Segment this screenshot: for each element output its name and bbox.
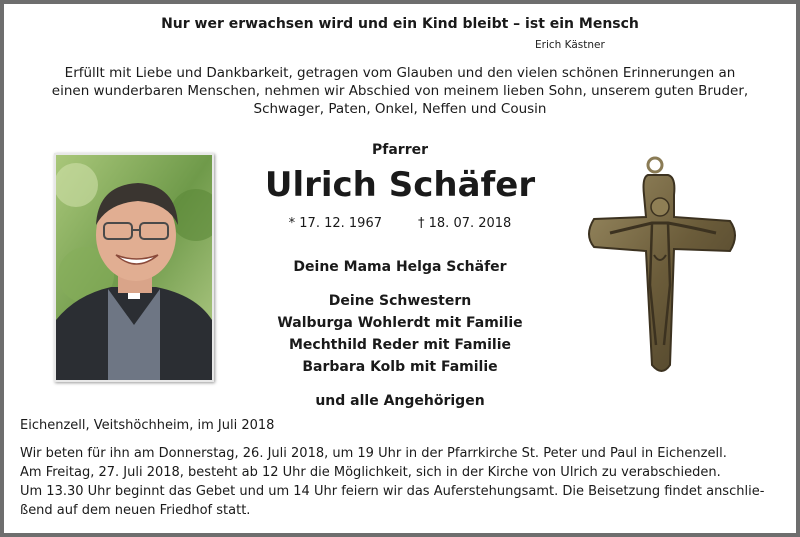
service-line: Um 13.30 Uhr beginnt das Gebet und um 14 Uhr feiern wir das Auferstehungsamt. Die Beisetzung findet anschlie- [20, 484, 765, 499]
intro-line: Erfüllt mit Liebe und Dankbarkeit, getragen vom Glauben und den vielen schönen Erinnerungen an [64, 65, 736, 81]
intro-line: Schwager, Paten, Onkel, Neffen und Cousin [253, 101, 547, 117]
service-line: ßend auf dem neuen Friedhof statt. [20, 503, 251, 518]
service-info [20, 444, 780, 520]
death-date: † 18. 07. 2018 [418, 216, 512, 231]
intro-line: einen wunderbaren Menschen, nehmen wir Abschied von meinem lieben Sohn, unserem guten Bruder, [51, 83, 749, 99]
place-date: Eichenzell, Veitshöchheim, im Juli 2018 [20, 418, 275, 433]
mourner-sister: Barbara Kolb mit Familie [302, 359, 498, 375]
service-line: Am Freitag, 27. Juli 2018, besteht ab 12 Uhr die Möglichkeit, sich in der Kirche von Ulrich zu verabschieden. [20, 465, 721, 480]
deceased-name: Ulrich Schäfer [264, 165, 536, 205]
mourner-sisters-heading: Deine Schwestern [328, 293, 472, 309]
service-line: Wir beten für ihn am Donnerstag, 26. Juli 2018, um 19 Uhr in der Pfarrkirche St. Peter und Paul in Eichenzell. [20, 446, 727, 461]
mourner-others: und alle Angehörigen [315, 393, 485, 409]
mourner-sister: Walburga Wohlerdt mit Familie [277, 315, 523, 331]
deceased-role: Pfarrer [371, 142, 428, 158]
quote-text: Nur wer erwachsen wird und ein Kind bleibt – ist ein Mensch [161, 16, 639, 32]
quote-author: Erich Kästner [535, 39, 605, 51]
birth-date: * 17. 12. 1967 [288, 216, 382, 231]
crucifix-icon [580, 155, 745, 380]
mourner-mother: Deine Mama Helga Schäfer [293, 259, 507, 275]
intro-text [40, 64, 760, 118]
mourner-sister: Mechthild Reder mit Familie [288, 337, 512, 353]
